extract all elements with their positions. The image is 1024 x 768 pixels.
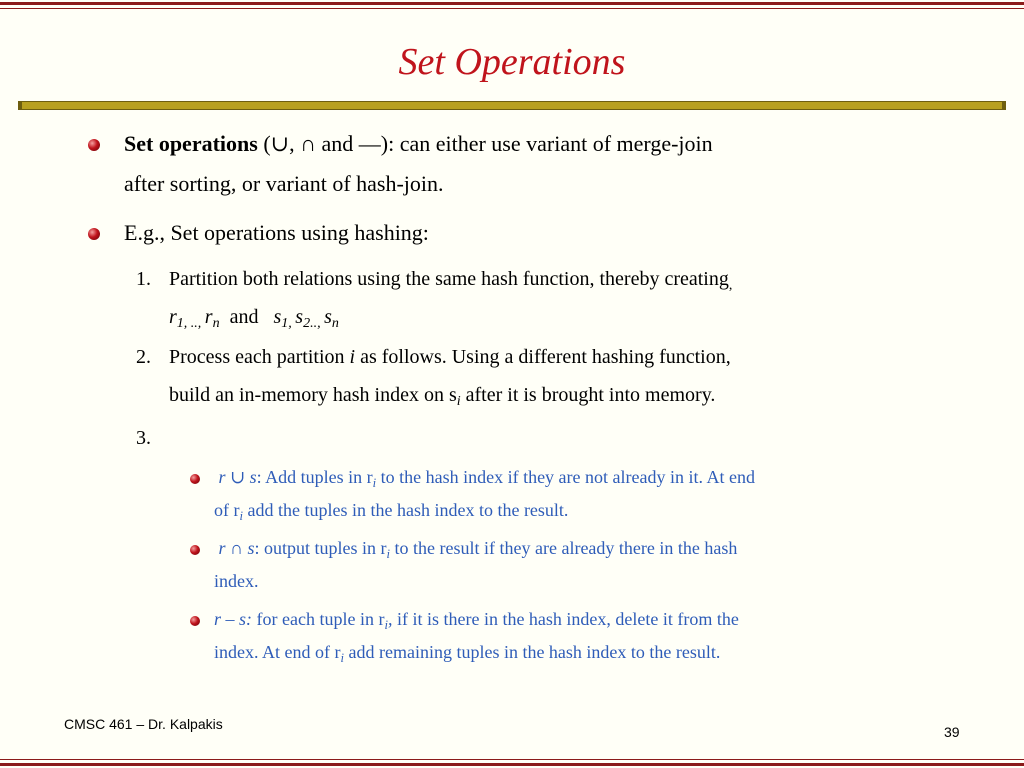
bullet-icon [190,545,200,555]
slide-title: Set Operations [398,41,626,83]
title-divider [18,101,1006,110]
bullet-icon [190,474,200,484]
sub-bullet-intersect: r ∩ s: output tuples in $r_i$ to the result if they are already there in the hash index. [214,538,738,591]
top-border [0,2,1024,5]
step-number: 1. [136,268,151,290]
expr-difference: r – s: [214,609,253,629]
bullet-example: E.g., Set operations using hashing: [124,220,429,245]
term-set-operations: Set operations [124,131,258,156]
sub-bullet-difference: r – s: for each tuple in $r_i$, if it is there in the hash index, delete it from the index. At end of $r_i$ add remaining tuples in the hash index to the result. [214,609,739,665]
page-number: 39 [944,724,960,740]
bullet-set-operations: Set operations (∪, ∩ and —): can either use variant of merge-join after sorting, or variant of hash-join. [124,131,713,196]
step-process: Process each partition i as follows. Using a different hashing function, build an in-memory hash index on $s_i$ after it is brought into memory. [169,346,731,409]
sub-bullet-union: r ∪ s: Add tuples in $r_i$ to the hash index if they are not already in it. At end of $r_i$ add the tuples in the hash index to the result. [214,467,755,523]
intersect-symbol: ∩ [300,131,316,156]
bottom-border-inner [0,759,1024,760]
footer-course: CMSC 461 – Dr. Kalpakis [64,716,223,732]
bullet-icon [190,616,200,626]
expr-union: r ∪ s [218,467,257,487]
expr-intersect: r ∩ s [218,538,255,558]
union-symbol: ∪ [270,131,290,156]
step-number: 3. [136,427,151,449]
bullet-icon [88,139,100,151]
minus-symbol: — [358,131,381,156]
step-partition: Partition both relations using the same hash function, thereby creating$_,$ $r_{1, ..,}$ $r_n$ and $s_{1,}$ $s_{2..,}$ $s_n$ [169,268,733,331]
top-border-inner [0,8,1024,9]
step-number: 2. [136,346,151,368]
bullet-icon [88,228,100,240]
bottom-border [0,763,1024,766]
